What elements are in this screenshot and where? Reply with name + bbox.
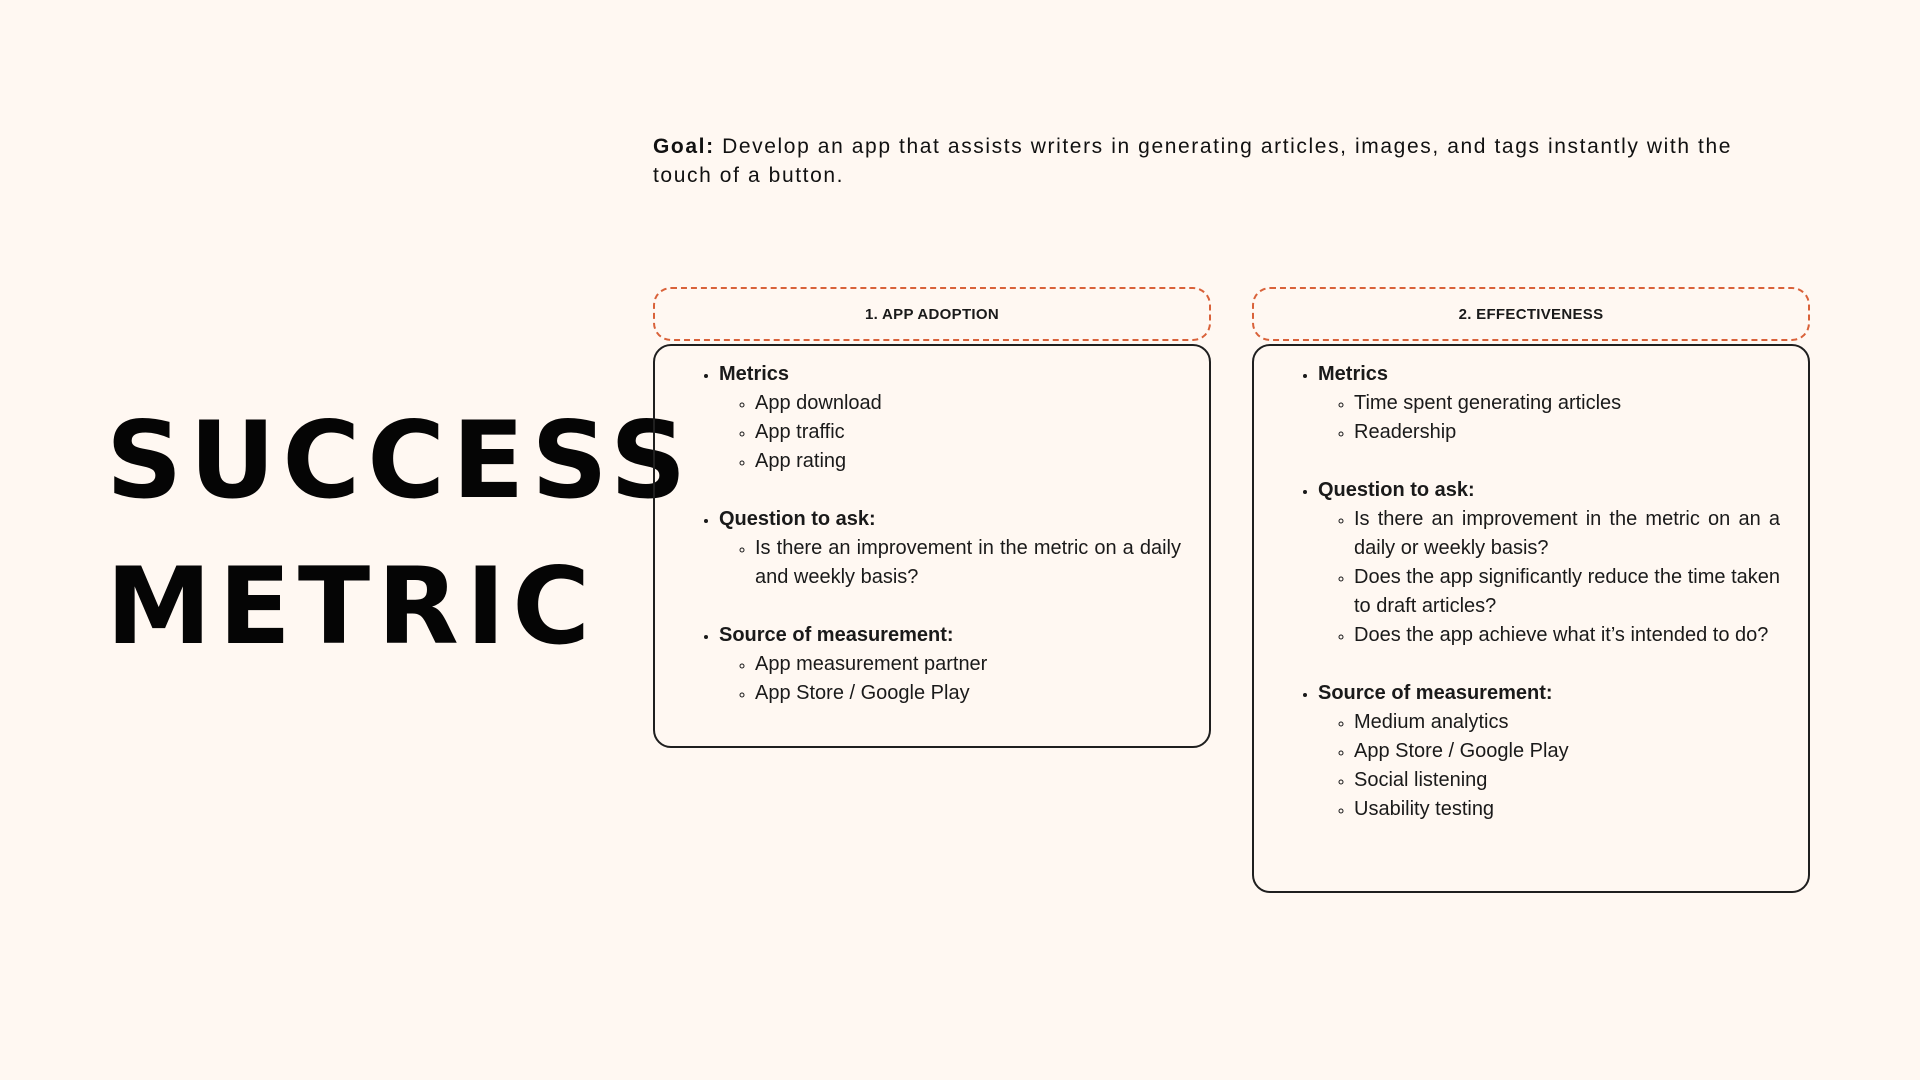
card-app-adoption (653, 344, 1211, 748)
goal-statement (653, 132, 1773, 190)
list-item: ◦ App Store / Google Play (755, 679, 1181, 708)
section-metrics (719, 360, 1181, 476)
goal-label: Goal: (653, 135, 715, 158)
card-header-label: 1. APP ADOPTION (865, 305, 999, 323)
list-item: ◦ Does the app significantly reduce the time taken to draft articles? (1354, 563, 1780, 621)
item-list (1318, 505, 1780, 650)
list-item: ◦ App download (755, 389, 1181, 418)
item-list (1318, 389, 1780, 447)
section-title: Metrics (719, 363, 790, 385)
list-item: ◦ Time spent generating articles (1354, 389, 1780, 418)
list-item: ◦ App rating (755, 447, 1181, 476)
section-question (1318, 476, 1780, 650)
section-question (719, 505, 1181, 592)
list-item: ◦ Usability testing (1354, 795, 1780, 824)
section-title: Question to ask: (1318, 479, 1475, 501)
section-source (1318, 679, 1780, 824)
item-list (719, 389, 1181, 476)
page-title (106, 388, 693, 680)
card-header-app-adoption (653, 287, 1211, 341)
title-line-2: METRIC (106, 545, 598, 668)
section-metrics (1318, 360, 1780, 447)
section-list (693, 360, 1181, 708)
item-list (1318, 708, 1780, 824)
item-list (719, 650, 1181, 708)
card-header-effectiveness (1252, 287, 1810, 341)
section-title: Question to ask: (719, 508, 876, 530)
section-list (1292, 360, 1780, 824)
card-effectiveness (1252, 344, 1810, 893)
section-source (719, 621, 1181, 708)
list-item: ◦ App measurement partner (755, 650, 1181, 679)
list-item: ◦ Is there an improvement in the metric on a daily and weekly basis? (755, 534, 1181, 592)
list-item: ◦ Readership (1354, 418, 1780, 447)
item-list (719, 534, 1181, 592)
title-line-1: SUCCESS (106, 399, 694, 522)
list-item: ◦ App traffic (755, 418, 1181, 447)
list-item: ◦ Is there an improvement in the metric on an a daily or weekly basis? (1354, 505, 1780, 563)
card-header-label: 2. EFFECTIVENESS (1458, 305, 1604, 323)
list-item: ◦ Does the app achieve what it’s intended to do? (1354, 621, 1780, 650)
section-title: Source of measurement: (1318, 682, 1553, 704)
section-title: Metrics (1318, 363, 1389, 385)
section-title: Source of measurement: (719, 624, 954, 646)
list-item: ◦ Social listening (1354, 766, 1780, 795)
goal-text: Develop an app that assists writers in generating articles, images, and tags instantly with the touch of a button. (653, 135, 1733, 187)
list-item: ◦ App Store / Google Play (1354, 737, 1780, 766)
list-item: ◦ Medium analytics (1354, 708, 1780, 737)
